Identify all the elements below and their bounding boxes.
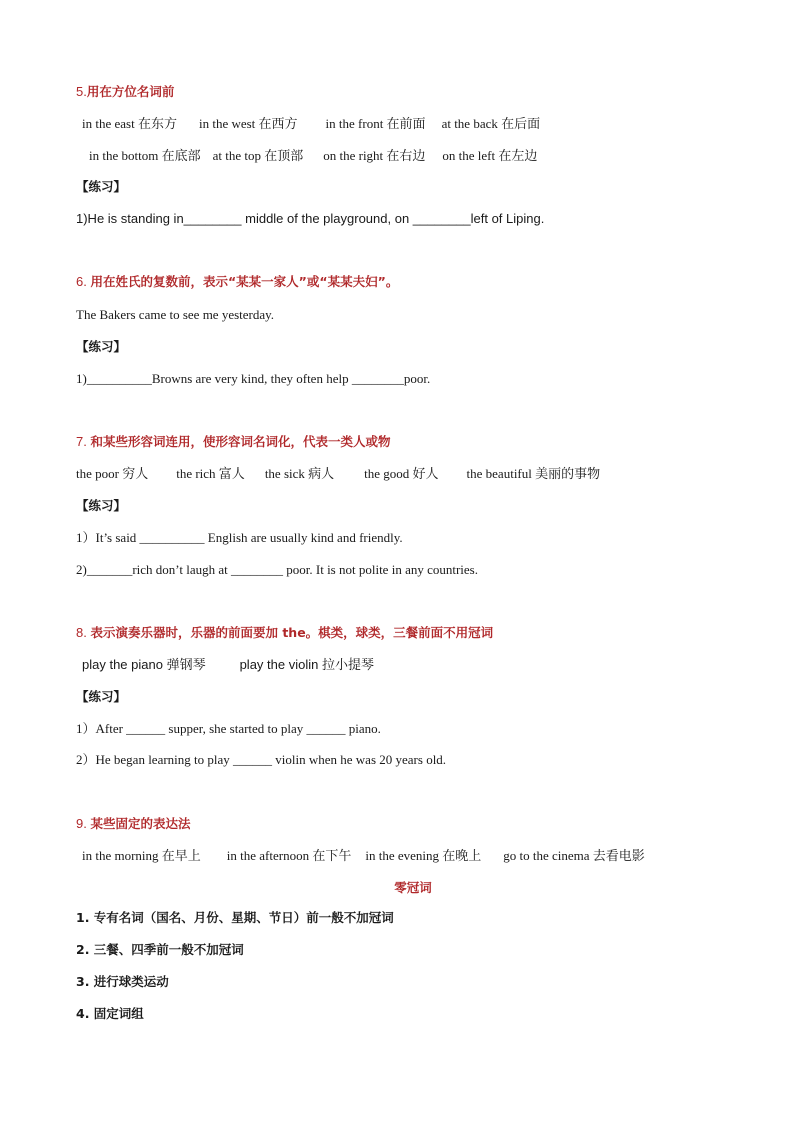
section-9-heading bbox=[76, 815, 190, 833]
practice-label: 【练习】 bbox=[76, 689, 127, 704]
exercise-question: 1）After ______ supper, she started to play ______ piano. bbox=[76, 721, 381, 736]
section-5-number: 5. bbox=[76, 84, 87, 99]
section-7-title: 和某些形容词连用，使形容词名词化，代表一类人或物 bbox=[90, 434, 391, 449]
phrase: in the bottom 在底部 bbox=[89, 148, 201, 163]
exercise-question: 2）He began learning to play ______ violin when he was 20 years old. bbox=[76, 752, 447, 767]
section-7-heading bbox=[76, 433, 390, 451]
practice-label: 【练习】 bbox=[76, 339, 127, 354]
section-6-number: 6. bbox=[76, 274, 91, 289]
section-9-title: 某些固定的表达法 bbox=[90, 816, 191, 831]
section-6-title: 用在姓氏的复数前，表示“某某一家人”或“某某夫妇”。 bbox=[90, 274, 399, 289]
section-7-row bbox=[76, 465, 600, 483]
section-5-row-1 bbox=[82, 115, 540, 133]
exercise-question: 1)__________Browns are very kind, they often help ________poor. bbox=[76, 371, 431, 386]
phrase: on the left 在左边 bbox=[442, 148, 538, 163]
phrase: in the west 在西方 bbox=[198, 116, 298, 131]
zero-article-item: 3. 进行球类运动 bbox=[76, 974, 169, 989]
section-9-number: 9. bbox=[76, 816, 91, 831]
section-5-row-2 bbox=[89, 147, 537, 165]
exercise-question: 1)He is standing in________ middle of the playground, on ________left of Liping. bbox=[76, 211, 545, 226]
phrase: at the top 在顶部 bbox=[212, 148, 304, 163]
phrase: play the violin 拉小提琴 bbox=[239, 657, 374, 672]
section-7-number: 7. bbox=[76, 434, 91, 449]
zero-article-title: 零冠词 bbox=[394, 880, 432, 895]
phrase: in the east 在东方 bbox=[82, 116, 177, 131]
zero-article-item: 2. 三餐、四季前一般不加冠词 bbox=[76, 942, 244, 957]
example-sentence: The Bakers came to see me yesterday. bbox=[76, 307, 275, 322]
section-8-number: 8. bbox=[76, 625, 91, 640]
phrase: go to the cinema 去看电影 bbox=[503, 848, 645, 863]
section-5-title: 用在方位名词前 bbox=[86, 84, 175, 99]
practice-label: 【练习】 bbox=[76, 179, 127, 194]
phrase: at the back 在后面 bbox=[441, 116, 541, 131]
zero-article-item: 1. 专有名词（国名、月份、星期、节日）前一般不加冠词 bbox=[76, 910, 394, 925]
phrase: on the right 在右边 bbox=[323, 148, 426, 163]
phrase: the good 好人 bbox=[364, 466, 439, 481]
section-8-heading bbox=[76, 624, 493, 642]
phrase: the rich 富人 bbox=[176, 466, 245, 481]
section-6-heading bbox=[76, 273, 398, 291]
phrase: the poor 穷人 bbox=[76, 466, 149, 481]
phrase: in the morning 在早上 bbox=[82, 848, 201, 863]
section-5-heading bbox=[76, 83, 174, 101]
phrase: in the afternoon 在下午 bbox=[226, 848, 352, 863]
phrase: the beautiful 美丽的事物 bbox=[466, 466, 601, 481]
practice-label: 【练习】 bbox=[76, 498, 127, 513]
section-8-title: 表示演奏乐器时，乐器的前面要加 the。棋类，球类，三餐前面不用冠词 bbox=[90, 625, 494, 640]
phrase: in the evening 在晚上 bbox=[365, 848, 482, 863]
section-8-row bbox=[82, 656, 374, 674]
exercise-question: 1）It’s said __________ English are usually kind and friendly. bbox=[76, 530, 403, 545]
phrase: the sick 病人 bbox=[264, 466, 335, 481]
zero-article-item: 4. 固定词组 bbox=[76, 1006, 144, 1021]
exercise-question: 2)_______rich don’t laugh at ________ poor. It is not polite in any countries. bbox=[76, 562, 478, 577]
phrase: in the front 在前面 bbox=[325, 116, 426, 131]
section-9-row bbox=[82, 847, 645, 865]
phrase: play the piano 弹钢琴 bbox=[82, 657, 206, 672]
